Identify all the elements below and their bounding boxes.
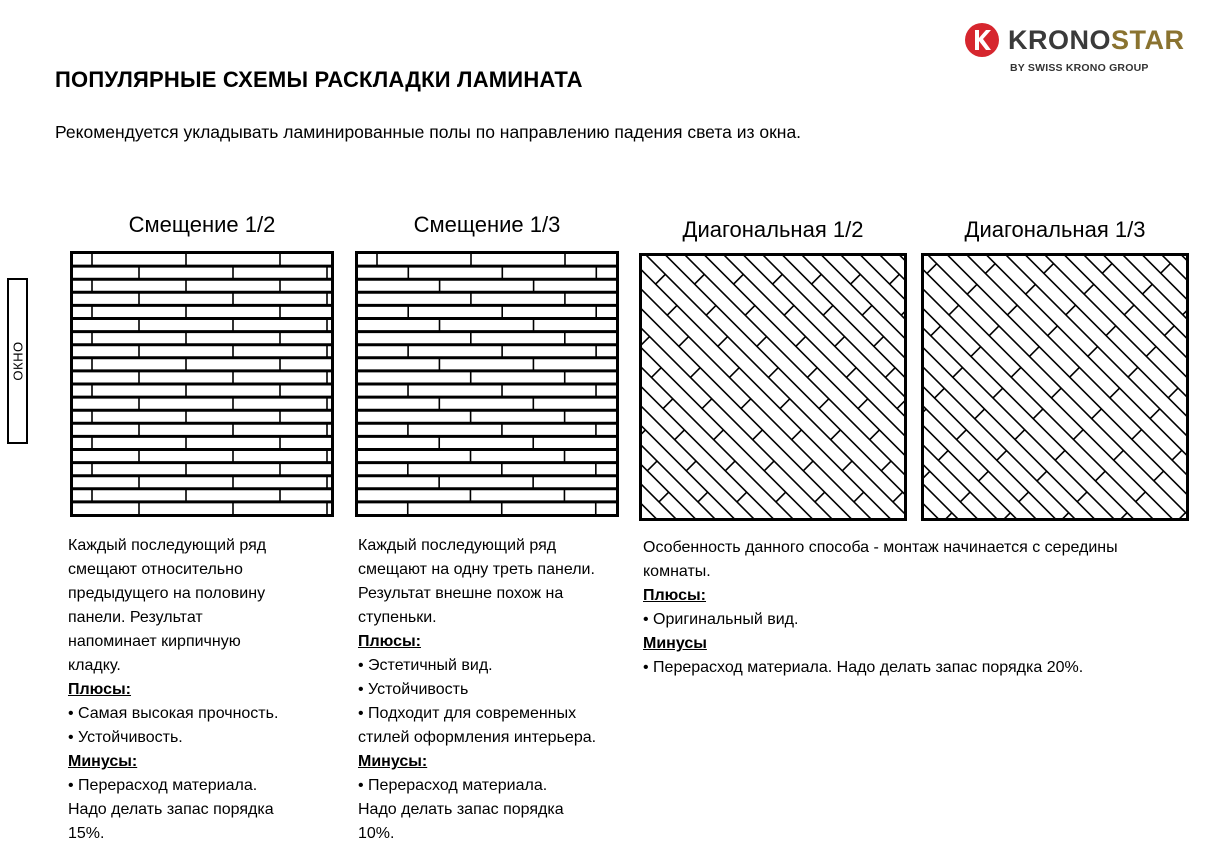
desc-line: панели. Результат: [68, 609, 203, 626]
plank-joint: [1132, 430, 1142, 440]
plank-joint: [1084, 284, 1094, 294]
plank-joint: [1154, 471, 1164, 481]
window-marker: [7, 278, 28, 444]
plank-joint: [874, 337, 884, 347]
plank-joint: [784, 305, 794, 315]
plank-joint: [851, 274, 861, 284]
cons-item: • Перерасход материала.: [358, 777, 548, 794]
diagonal-seam: [639, 253, 903, 521]
desc-line: Каждый последующий ряд: [358, 537, 557, 554]
plank-joint: [1026, 284, 1036, 294]
plank-joint: [1077, 492, 1087, 502]
plank-joint: [729, 368, 739, 378]
plank-joint: [1019, 492, 1029, 502]
plank-joint: [745, 305, 755, 315]
description-offset-half: [68, 534, 278, 846]
plank-joint: [796, 337, 806, 347]
diagonal-seam: [921, 253, 1029, 521]
plank-joint: [702, 399, 712, 409]
plank-joint: [885, 368, 895, 378]
pros-heading: Плюсы:: [643, 587, 707, 604]
plank-joint: [656, 274, 666, 284]
plank-joint: [741, 399, 751, 409]
plank-joint: [1114, 450, 1124, 460]
desc-line: предыдущего на половину: [68, 585, 266, 602]
scheme-title-offset-third: Смещение 1/3: [413, 212, 561, 237]
plank-joint: [753, 430, 763, 440]
laying-pattern-diagonal-half: [639, 253, 907, 521]
plank-joint: [1095, 471, 1105, 481]
plank-joint: [792, 430, 802, 440]
plank-joint: [695, 274, 705, 284]
desc-line: ступеньки.: [358, 609, 437, 626]
plank-joint: [890, 274, 900, 284]
diagonal-seam: [878, 253, 907, 521]
description-diagonal: [643, 536, 1118, 680]
plank-joint: [989, 326, 999, 336]
logo-wordmark: KRONOSTAR: [1008, 25, 1185, 55]
diagonal-seam: [921, 253, 1165, 521]
cons-heading: Минусы:: [68, 753, 138, 770]
pros-heading: Плюсы:: [68, 681, 132, 698]
scheme-title-offset-half: Смещение 1/2: [128, 212, 276, 237]
plank-joint: [698, 492, 708, 502]
plank-joint: [667, 305, 677, 315]
cons-item: 10%.: [358, 825, 395, 842]
desc-line: смещают относительно: [68, 561, 243, 578]
laying-pattern-offset-half: [70, 251, 334, 517]
pros-item: • Эстетичный вид.: [358, 657, 493, 674]
diagonal-seam: [742, 253, 908, 521]
plank-joint: [1106, 326, 1116, 336]
plank-joint: [1110, 388, 1120, 398]
plank-joint: [1055, 450, 1065, 460]
plank-joint: [1150, 409, 1160, 419]
plank-joint: [1165, 326, 1175, 336]
plank-joint: [1029, 347, 1039, 357]
cons-heading: Минусы: [643, 635, 707, 652]
plank-joint: [812, 274, 822, 284]
pros-item: • Устойчивость: [358, 681, 469, 698]
plank-joint: [1136, 492, 1146, 502]
diagonal-seam: [1043, 253, 1189, 521]
plank-joint: [725, 461, 735, 471]
desc-line: Результат внешне похож на: [358, 585, 564, 602]
pros-item: • Подходит для современных: [358, 705, 577, 722]
description-offset-third: [358, 534, 596, 846]
plank-joint: [975, 409, 985, 419]
plank-joint: [938, 451, 948, 461]
plank-joint: [881, 461, 891, 471]
plank-joint: [893, 492, 903, 502]
plank-joint: [1037, 471, 1047, 481]
scheme-title-diagonal-third: Диагональная 1/3: [964, 217, 1146, 242]
diagonal-seam: [639, 253, 864, 521]
laying-pattern-diagonal-third: [921, 253, 1189, 521]
plank-joint: [831, 430, 841, 440]
plank-joint: [768, 368, 778, 378]
diagonal-seam: [926, 253, 1189, 521]
plank-joint: [960, 492, 970, 502]
diagonal-seam: [639, 253, 883, 521]
desc-line: комнаты.: [643, 563, 711, 580]
plank-joint: [734, 274, 744, 284]
plank-joint: [953, 368, 963, 378]
page-title: ПОПУЛЯРНЫЕ СХЕМЫ РАСКЛАДКИ ЛАМИНАТА: [55, 67, 583, 92]
plank-joint: [949, 305, 959, 315]
plank-joint: [846, 368, 856, 378]
plank-joint: [1124, 305, 1134, 315]
plank-joint: [1048, 326, 1058, 336]
pros-item: стилей оформления интерьера.: [358, 729, 597, 746]
plank-joint: [675, 430, 685, 440]
plank-joint: [823, 305, 833, 315]
kronostar-logo: [964, 22, 1184, 78]
pros-item: • Оригинальный вид.: [643, 611, 799, 628]
plank-joint: [858, 399, 868, 409]
plank-joint: [931, 326, 941, 336]
diagonal-seam: [761, 253, 907, 521]
scheme-title-diagonal-half: Диагональная 1/2: [682, 217, 864, 242]
plank-joint: [780, 399, 790, 409]
plank-joint: [1168, 388, 1178, 398]
plank-joint: [1088, 347, 1098, 357]
diagonal-seam: [1024, 253, 1190, 521]
diagonal-seam: [839, 253, 907, 521]
plank-joint: [773, 274, 783, 284]
plank-joint: [686, 461, 696, 471]
cons-item: Надо делать запас порядка: [358, 801, 564, 818]
pros-heading: Плюсы:: [358, 633, 422, 650]
diagonal-seam: [1141, 253, 1190, 521]
plank-joint: [764, 461, 774, 471]
plank-joint: [757, 337, 767, 347]
logo-tagline: BY SWISS KRONO GROUP: [1010, 62, 1149, 74]
desc-line: Каждый последующий ряд: [68, 537, 267, 554]
plank-joint: [690, 368, 700, 378]
plank-joint: [842, 461, 852, 471]
plank-joint: [647, 461, 657, 471]
plank-joint: [1051, 388, 1061, 398]
plank-joint: [927, 264, 937, 274]
plank-joint: [679, 337, 689, 347]
plank-joint: [659, 492, 669, 502]
diagonal-seam: [921, 253, 1009, 521]
desc-line: Особенность данного способа - монтаж начинается с середины: [643, 539, 1118, 556]
plank-joint: [854, 492, 864, 502]
plank-joint: [803, 461, 813, 471]
cons-item: • Перерасход материала. Надо делать запас порядка 20%.: [643, 659, 1084, 676]
diagonal-seam: [639, 253, 747, 521]
plank-joint: [835, 337, 845, 347]
plank-joint: [985, 264, 995, 274]
plank-joint: [993, 388, 1003, 398]
plank-joint: [1146, 347, 1156, 357]
plank-joint: [1070, 367, 1080, 377]
plank-joint: [1033, 409, 1043, 419]
plank-joint: [1092, 409, 1102, 419]
plank-joint: [967, 284, 977, 294]
plank-joint: [979, 471, 989, 481]
plank-joint: [1172, 450, 1182, 460]
plank-joint: [737, 492, 747, 502]
plank-joint: [957, 430, 967, 440]
plank-joint: [1143, 284, 1153, 294]
plank-joint: [1044, 264, 1054, 274]
plank-joint: [706, 305, 716, 315]
plank-joint: [651, 368, 661, 378]
plank-joint: [815, 492, 825, 502]
pros-item: • Самая высокая прочность.: [68, 705, 279, 722]
plank-joint: [935, 388, 945, 398]
diagonal-seam: [921, 253, 1146, 521]
window-label: ОКНО: [10, 341, 25, 381]
desc-line: напоминает кирпичную: [68, 633, 241, 650]
cons-heading: Минусы:: [358, 753, 428, 770]
plank-joint: [1066, 305, 1076, 315]
diagonal-seam: [859, 253, 908, 521]
plank-joint: [870, 430, 880, 440]
plank-joint: [1011, 367, 1021, 377]
diagonal-seam: [1063, 253, 1190, 521]
plank-joint: [1015, 430, 1025, 440]
cons-item: Надо делать запас порядка: [68, 801, 274, 818]
desc-line: смещают на одну треть панели.: [358, 561, 595, 578]
page-subtitle: Рекомендуется укладывать ламинированные полы по направлению падения света из окна.: [55, 122, 802, 142]
kronostar-logo-icon: [964, 22, 1000, 58]
plank-joint: [971, 347, 981, 357]
plank-joint: [819, 399, 829, 409]
diagonal-seam: [644, 253, 907, 521]
plank-joint: [776, 492, 786, 502]
plank-joint: [1128, 367, 1138, 377]
plank-joint: [663, 399, 673, 409]
diagonal-seam: [1160, 253, 1189, 521]
cons-item: 15%.: [68, 825, 105, 842]
diagonal-seam: [781, 253, 908, 521]
plank-joint: [1161, 263, 1171, 273]
plank-joint: [1102, 264, 1112, 274]
plank-joint: [1007, 305, 1017, 315]
plank-joint: [718, 337, 728, 347]
cons-item: • Перерасход материала.: [68, 777, 258, 794]
plank-joint: [807, 368, 817, 378]
plank-joint: [714, 430, 724, 440]
plank-joint: [1073, 430, 1083, 440]
diagonal-seam: [639, 253, 727, 521]
desc-line: кладку.: [68, 657, 121, 674]
laying-pattern-offset-third: [355, 251, 619, 517]
pros-item: • Устойчивость.: [68, 729, 183, 746]
plank-joint: [862, 305, 872, 315]
plank-joint: [997, 451, 1007, 461]
diagonal-seam: [921, 253, 1185, 521]
